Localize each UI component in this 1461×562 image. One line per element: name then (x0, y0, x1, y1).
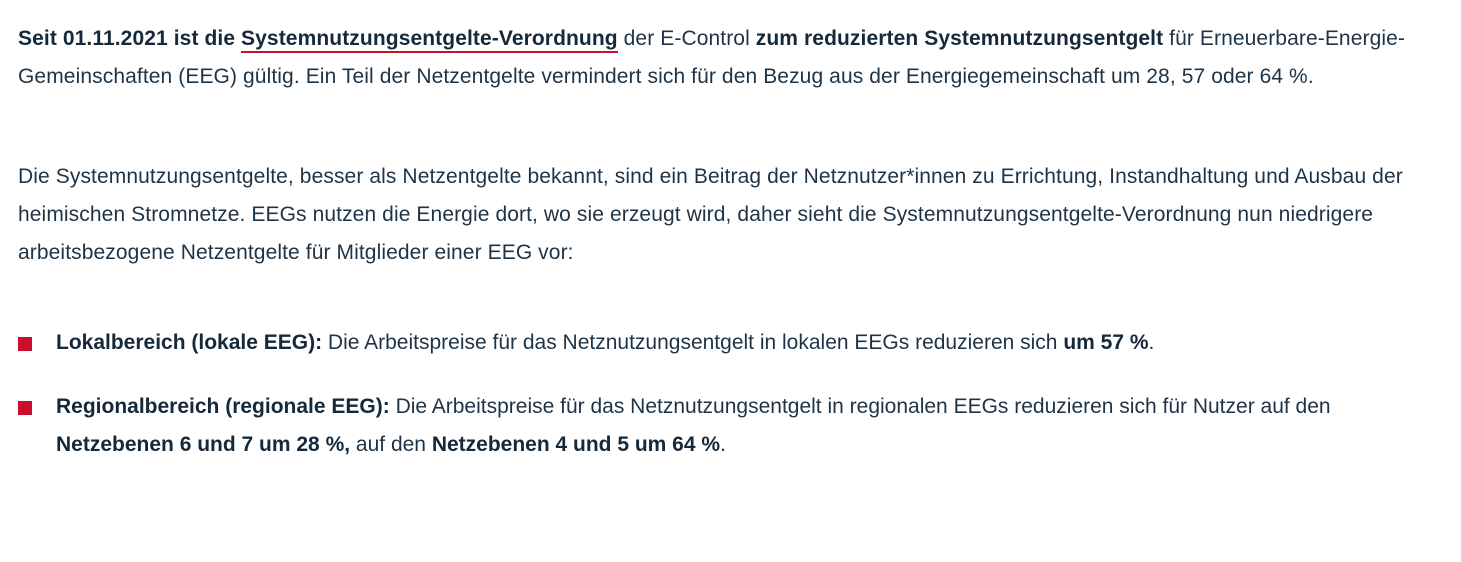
reduction-list (18, 324, 1431, 464)
paragraph-intro (18, 20, 1431, 96)
spacer-1 (18, 96, 1431, 158)
paragraph-explanation: Die Systemnutzungsentgelte, besser als Netzentgelte bekannt, sind ein Beitrag der Netznutzer*innen zu Errichtung, Instandhaltung und Ausbau der heimischen Stromnetze. EEGs nutzen die Energie dort, wo sie erzeugt wird, daher sieht die Systemnutzungsentgelte-Verordnung nun niedrigere arbeitsbezogene Netzentgelte für Mitglieder einer EEG vor: (18, 165, 1403, 264)
list-item-bold-1: Netzebenen 6 und 7 um 28 %, (56, 433, 351, 456)
list-item (18, 388, 1431, 464)
square-bullet-icon (18, 337, 32, 351)
systemnutzungsentgelte-verordnung-link[interactable]: Systemnutzungsentgelte-Verordnung (241, 27, 618, 53)
list-item-text-2: . (1148, 331, 1155, 354)
list-item-label: Regionalbereich (regionale EEG): (56, 395, 390, 418)
list-item-text-2: auf den (350, 433, 432, 456)
paragraph-intro-tail: für Erneuerbare-Energie-Gemeinschaften (EEG) gültig. Ein Teil der Netzentgelte vermindert sich für den Bezug aus der Energiegemeinschaft um 28, 57 oder 64 %. (18, 27, 1405, 88)
list-item-label: Lokalbereich (lokale EEG): (56, 331, 323, 354)
list-item-text-1: Die Arbeitspreise für das Netznutzungsentgelt in regionalen EEGs reduzieren sich für Nutzer auf den (389, 395, 1331, 418)
list-item-bold-1: um 57 % (1063, 331, 1149, 354)
spacer-2 (18, 272, 1431, 324)
paragraph-intro-bold-2: zum reduzierten Systemnutzungsentgelt (755, 27, 1164, 50)
paragraph-intro-lead: Seit 01.11.2021 ist die (18, 27, 242, 50)
paragraph-intro-after-link: der E-Control (617, 27, 756, 50)
list-item-text-3: . (720, 433, 726, 456)
square-bullet-icon (18, 401, 32, 415)
list-item-text-1: Die Arbeitspreise für das Netznutzungsentgelt in lokalen EEGs reduzieren sich (322, 331, 1064, 354)
list-item-bold-2: Netzebenen 4 und 5 um 64 % (431, 433, 721, 456)
list-item (18, 324, 1431, 362)
